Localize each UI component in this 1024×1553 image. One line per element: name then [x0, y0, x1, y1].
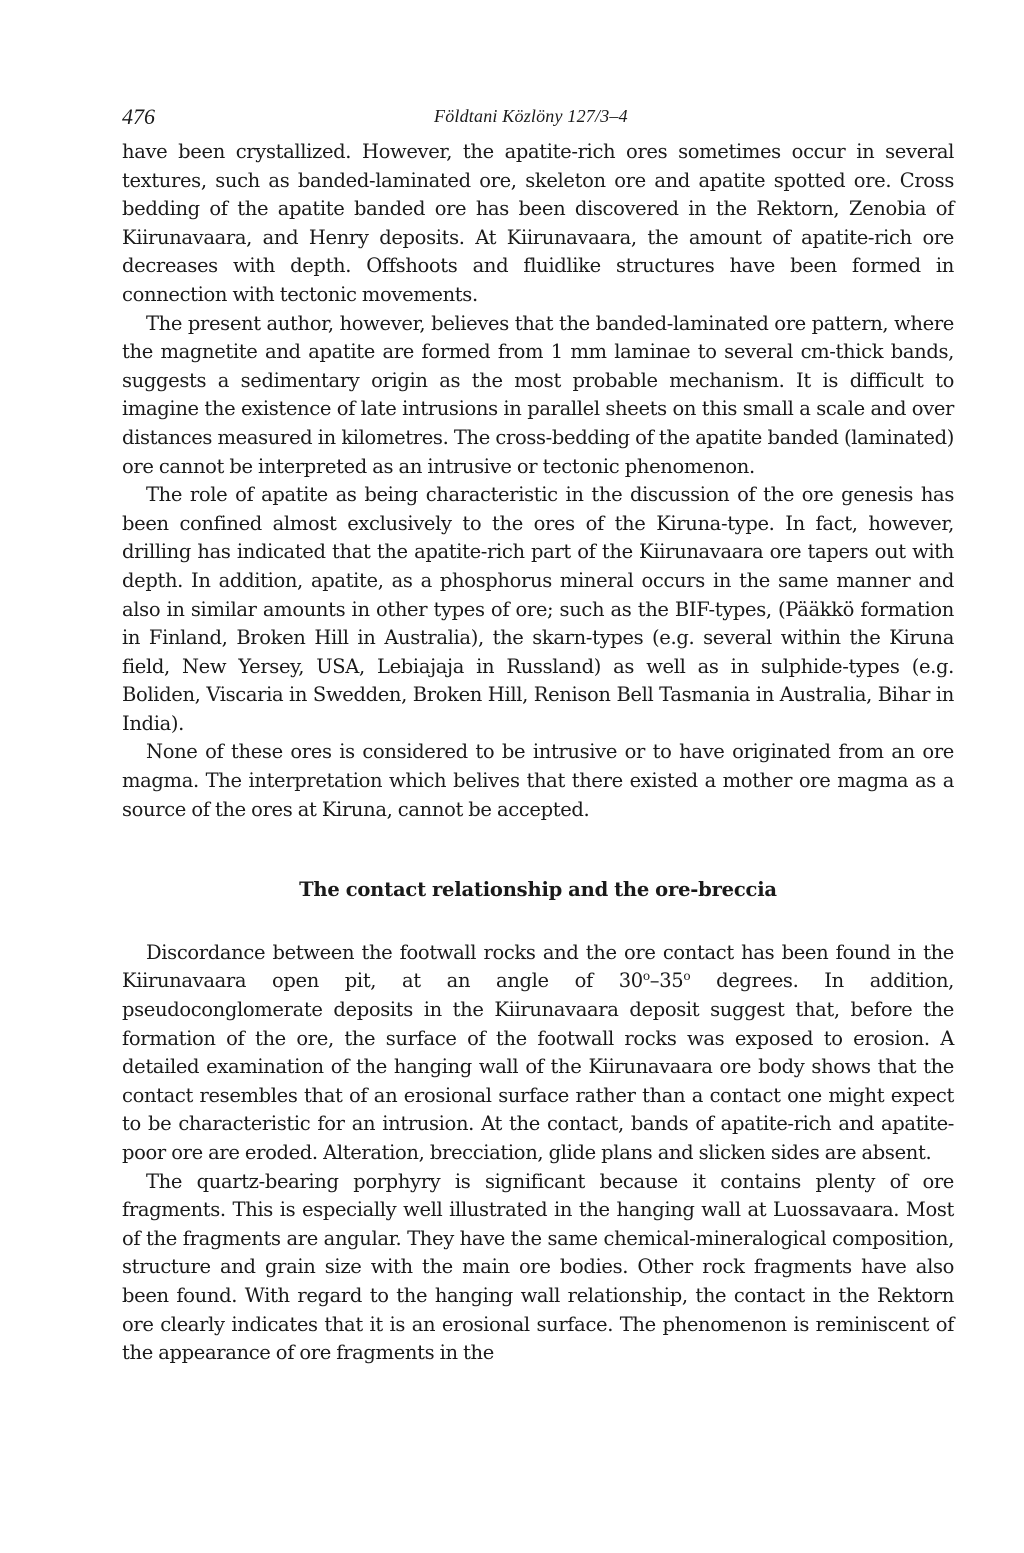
body-text [122, 138, 954, 1368]
page-number: 476 [122, 104, 155, 129]
degree-sign: o [642, 969, 650, 984]
degree-sign: o [683, 969, 691, 984]
paragraph-continuation: have been crystallized. However, the apatite-rich ores sometimes occur in several textures, such as banded-laminated ore, skeleton ore and apatite spotted ore. Cross bedding of the apatite banded ore has been discovered in the Rektorn, Zenobia of Kiirunavaara, and Henry deposits. At Kiirunavaara, the amount of apatite-rich ore decreases with depth. Offshoots and fluidlike structures have been formed in connection with tectonic movements. [122, 140, 954, 306]
running-head [122, 98, 954, 138]
paragraph: None of these ores is considered to be intrusive or to have originated from an ore magma. The interpretation which belives that there existed a mother ore magma as a source of the ores at Kiruna, cannot be accepted. [122, 740, 954, 821]
page [122, 98, 954, 1368]
paragraph: The present author, however, believes that the banded-laminated ore pattern, where the magnetite and apatite are formed from 1 mm laminae to several cm-thick bands, suggests a sedimentary origin as the most probable mechanism. It is difficult to imagine the existence of late intrusions in parallel sheets on this small a scale and over distances measured in kilometres. The cross-bedding of the apatite banded (laminated) ore cannot be interpreted as an intrusive or tectonic phenomenon. [122, 311, 954, 478]
text-run: –35 [649, 969, 684, 993]
paragraph: The quartz-bearing porphyry is significant because it contains plenty of ore fragments. This is especially well illustrated in the hanging wall at Luossavaara. Most of the fragments are angular. They have the same chemical-mineralogical composition, structure and grain size with the main ore bodies. Other rock fragments have also been found. With regard to the hanging wall relationship, the contact in the Rektorn ore clearly indicates that it is an erosional surface. The phenomenon is reminiscent of the appearance of ore fragments in the [122, 1169, 954, 1365]
journal-title: Földtani Közlöny 127/3–4 [434, 106, 628, 126]
paragraph-discordance [122, 939, 954, 1168]
text-run: degrees. In addition, pseudoconglomerate deposits in the Kiirunavaara deposit suggest that, before the formation of the ore, the surface of the footwall rocks was exposed to erosion. A detailed examination of the hanging wall of the Kiirunavaara ore body shows that the contact resembles that of an erosional surface rather than a contact one might expect to be characteristic for an intrusion. At the contact, bands of apatite-rich and apatite-poor ore are eroded. Alteration, brecciation, glide plans and slicken sides are absent. [122, 969, 954, 1164]
paragraph: The role of apatite as being characteristic in the discussion of the ore genesis has been confined almost exclusively to the ores of the Kiruna-type. In fact, however, drilling has indicated that the apatite-rich part of the Kiirunavaara ore tapers out with depth. In addition, apatite, as a phosphorus mineral occurs in the same manner and also in similar amounts in other types of ore; such as the BIF-types, (Pääkkö formation in Finland, Broken Hill in Australia), the skarn-types (e.g. several within the Kiruna field, New Yersey, USA, Lebiajaja in Russland) as well as in sulphide-types (e.g. Boliden, Viscaria in Swedden, Broken Hill, Renison Bell Tasmania in Australia, Bihar in India). [122, 483, 954, 735]
text-run: Discordance between the footwall rocks and the ore contact has been found in the Kiirunavaara open pit, at an angle of 30 [122, 940, 954, 993]
section-heading: The contact relationship and the ore-breccia [299, 878, 777, 902]
